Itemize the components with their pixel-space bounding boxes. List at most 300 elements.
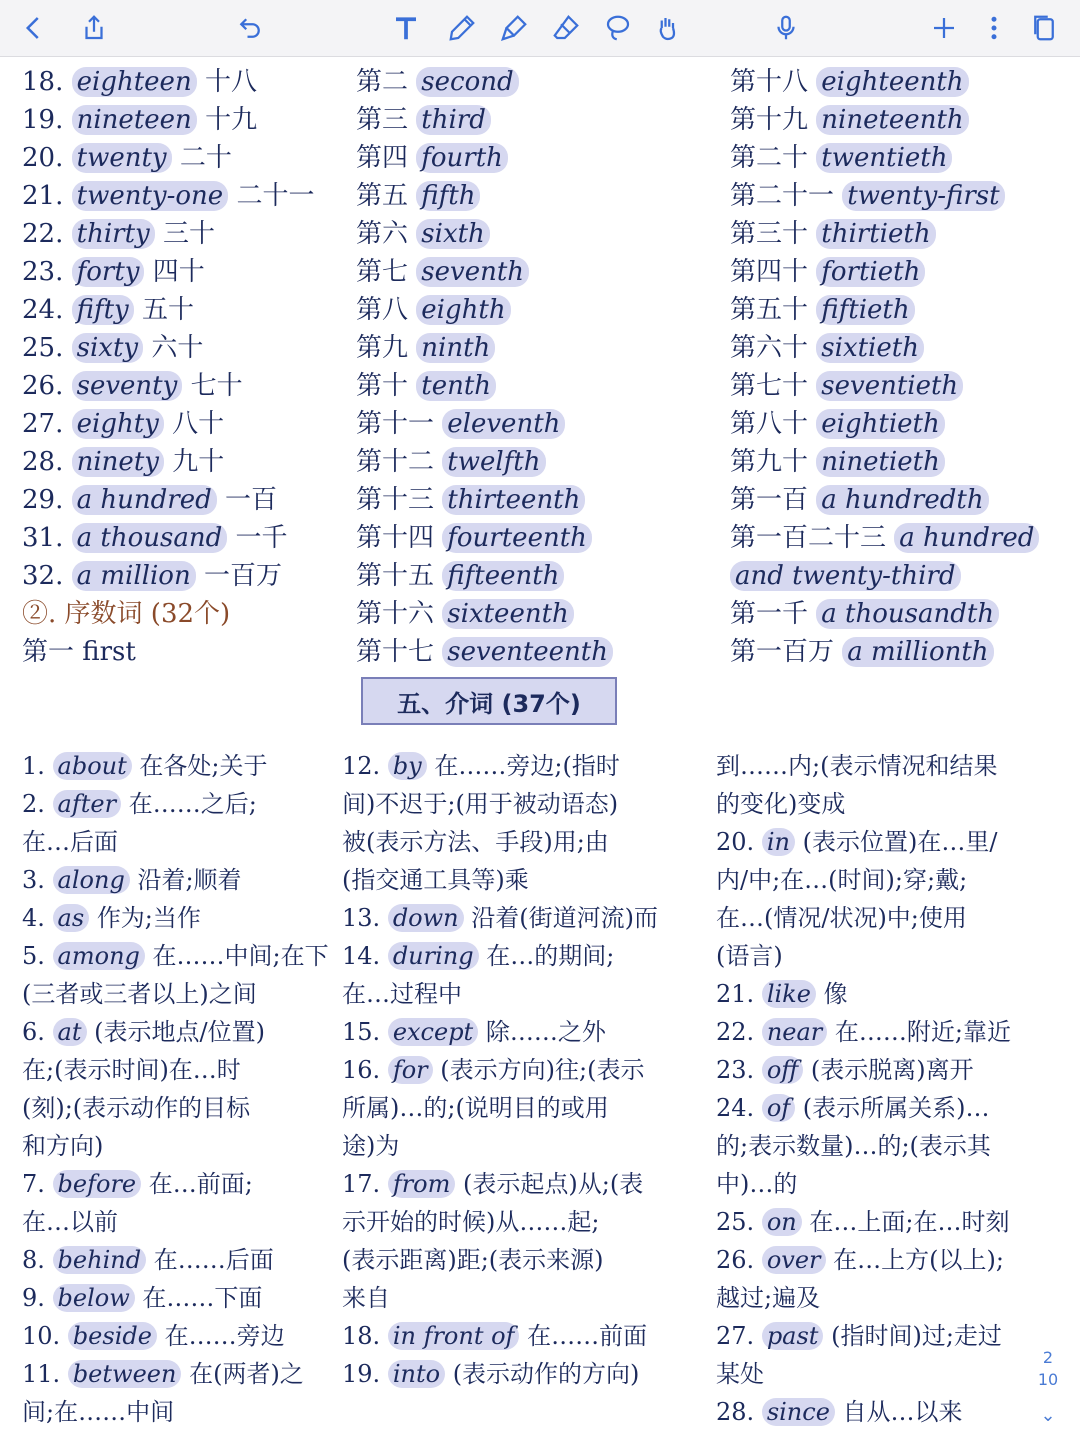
item-number: 28.: [22, 447, 64, 477]
item-chinese: 第四十: [730, 257, 809, 287]
list-item: [356, 367, 613, 405]
item-chinese: 间;在……中间: [22, 1398, 175, 1426]
item-english: fourteenth: [442, 523, 592, 553]
item-chinese: 第二十一: [730, 181, 835, 211]
item-chinese: 二十一: [236, 181, 315, 211]
item-english: for: [388, 1056, 433, 1084]
item-chinese: 第二十: [730, 143, 809, 173]
item-english: fiftieth: [816, 295, 914, 325]
item-number: 23.: [716, 1056, 755, 1084]
list-item: [342, 1317, 714, 1355]
more-icon[interactable]: [974, 8, 1014, 48]
item-number: 3.: [22, 866, 45, 894]
pages-icon[interactable]: [1024, 8, 1064, 48]
item-chinese: 内/中;在…(时间);穿;戴;: [716, 866, 968, 894]
item-chinese: 在……下面: [142, 1284, 263, 1312]
item-number: 27.: [22, 409, 64, 439]
list-item: [730, 557, 1039, 595]
item-number: 2.: [22, 790, 45, 818]
list-item: [356, 329, 613, 367]
list-item: [22, 1279, 342, 1317]
item-english: fourth: [416, 143, 508, 173]
list-item: [356, 253, 613, 291]
item-english: a hundred: [894, 523, 1039, 553]
list-item: [730, 291, 1039, 329]
item-chinese: 作为;当作: [96, 904, 201, 932]
list-item: [342, 1165, 714, 1203]
list-item: [342, 937, 714, 975]
list-item: [342, 1355, 714, 1393]
item-number: 7.: [22, 1170, 45, 1198]
add-icon[interactable]: [924, 8, 964, 48]
list-item: [716, 1279, 1076, 1317]
list-item: [22, 101, 314, 139]
list-item: [356, 291, 613, 329]
item-chinese: 四十: [152, 257, 205, 287]
list-item: [716, 861, 1076, 899]
list-item: [356, 405, 613, 443]
item-chinese: (表示脱离)离开: [810, 1056, 974, 1084]
item-chinese: 三十: [162, 219, 215, 249]
item-english: near: [762, 1018, 827, 1046]
item-chinese: (三者或三者以上)之间: [22, 980, 257, 1008]
item-chinese: 在…(情况/状况)中;使用: [716, 904, 967, 932]
list-item: [730, 405, 1039, 443]
item-chinese: (刻);(表示动作的目标: [22, 1094, 251, 1122]
list-item: [730, 329, 1039, 367]
item-chinese: 在…后面: [22, 828, 118, 856]
list-item: [356, 177, 613, 215]
item-english: below: [53, 1284, 135, 1312]
item-chinese: (语言): [716, 942, 783, 970]
list-item: [22, 899, 342, 937]
item-english: thirty: [72, 219, 155, 249]
item-chinese: 一千: [235, 523, 288, 553]
list-item: [716, 785, 1076, 823]
list-item: [716, 1355, 1076, 1393]
item-number: 24.: [716, 1094, 755, 1122]
item-number: 20.: [22, 143, 64, 173]
item-number: 32.: [22, 561, 64, 591]
list-item: [730, 481, 1039, 519]
item-number: 23.: [22, 257, 64, 287]
item-number: 24.: [22, 295, 64, 325]
list-item: [22, 1165, 342, 1203]
share-icon[interactable]: [74, 8, 114, 48]
page-current: 2: [1042, 1348, 1054, 1367]
list-item: [356, 633, 613, 671]
item-english: beside: [68, 1322, 157, 1350]
list-item: [22, 1051, 342, 1089]
list-item: [22, 1317, 342, 1355]
item-chinese: 七十: [190, 371, 243, 401]
first-ordinal-en: first: [82, 637, 136, 667]
list-item: [22, 367, 314, 405]
item-english: about: [53, 752, 132, 780]
hand-icon[interactable]: [648, 8, 688, 48]
item-number: 6.: [22, 1018, 45, 1046]
highlighter-icon[interactable]: [494, 8, 534, 48]
item-chinese: 在……后面: [153, 1246, 274, 1274]
first-ordinal: [22, 633, 230, 671]
item-english: since: [762, 1398, 835, 1426]
item-chinese: 第二: [356, 67, 409, 97]
prepositions-column-2: [342, 747, 714, 1393]
item-english: a hundredth: [816, 485, 988, 515]
item-english: during: [388, 942, 479, 970]
item-chinese: 在各处;关于: [139, 752, 268, 780]
item-english: twelfth: [442, 447, 545, 477]
item-chinese: 第七: [356, 257, 409, 287]
item-chinese: (表示起点)从;(表: [463, 1170, 644, 1198]
page-total: 10: [1037, 1370, 1059, 1389]
item-english: after: [53, 790, 122, 818]
item-number: 26.: [22, 371, 64, 401]
item-number: 22.: [22, 219, 64, 249]
item-number: 22.: [716, 1018, 755, 1046]
item-chinese: (表示地点/位置): [94, 1018, 265, 1046]
item-chinese: 的;表示数量)…的;(表示其: [716, 1132, 991, 1160]
item-chinese: 在…的期间;: [486, 942, 615, 970]
microphone-icon[interactable]: [766, 8, 806, 48]
list-item: [22, 975, 342, 1013]
page-indicator[interactable]: [1030, 1347, 1066, 1427]
item-number: 29.: [22, 485, 64, 515]
list-item: [22, 1241, 342, 1279]
item-number: 17.: [342, 1170, 381, 1198]
item-english: a million: [72, 561, 196, 591]
item-english: before: [53, 1170, 142, 1198]
list-item: [716, 1051, 1076, 1089]
item-number: 25.: [22, 333, 64, 363]
pen-icon[interactable]: [442, 8, 482, 48]
list-item: [22, 405, 314, 443]
item-chinese: 一百万: [203, 561, 282, 591]
item-chinese: 途)为: [342, 1132, 400, 1160]
lasso-icon[interactable]: [598, 8, 638, 48]
item-number: 5.: [22, 942, 45, 970]
item-number: 1.: [22, 752, 45, 780]
list-item: [730, 633, 1039, 671]
item-chinese: 和方向): [22, 1132, 104, 1160]
list-item: [342, 899, 714, 937]
item-english: seventh: [416, 257, 529, 287]
item-number: 13.: [342, 904, 381, 932]
list-item: [22, 215, 314, 253]
list-item: [342, 1279, 714, 1317]
list-item: [730, 177, 1039, 215]
item-chinese: 第一百万: [730, 637, 835, 667]
ordinal-column-3: [730, 63, 1039, 671]
item-english: ninth: [416, 333, 495, 363]
item-chinese: 越过;遍及: [716, 1284, 821, 1312]
item-english: eighty: [72, 409, 164, 439]
item-number: 21.: [22, 181, 64, 211]
item-chinese: 第四: [356, 143, 409, 173]
item-number: 27.: [716, 1322, 755, 1350]
list-item: [730, 101, 1039, 139]
item-english: over: [762, 1246, 826, 1274]
item-chinese: 在…上面;在…时刻: [809, 1208, 1010, 1236]
list-item: [716, 747, 1076, 785]
item-english: past: [762, 1322, 824, 1350]
item-number: 10.: [22, 1322, 61, 1350]
list-item: [22, 329, 314, 367]
item-chinese: 在…过程中: [342, 980, 462, 1008]
list-item: [730, 367, 1039, 405]
item-english: eighteen: [72, 67, 197, 97]
list-item: [342, 1241, 714, 1279]
item-english: eleventh: [442, 409, 565, 439]
list-item: [22, 747, 342, 785]
item-number: 9.: [22, 1284, 45, 1312]
item-chinese: 二十: [179, 143, 232, 173]
list-item: [22, 291, 314, 329]
item-chinese: 第八: [356, 295, 409, 325]
list-item: [730, 215, 1039, 253]
item-chinese: 在…以前: [22, 1208, 118, 1236]
list-item: [356, 139, 613, 177]
item-chinese: 在…上方(以上);: [833, 1246, 1004, 1274]
item-number: 14.: [342, 942, 381, 970]
item-chinese: 的变化)变成: [716, 790, 846, 818]
list-item: [716, 937, 1076, 975]
item-chinese: 被(表示方法、手段)用;由: [342, 828, 609, 856]
item-english: twentieth: [816, 143, 952, 173]
list-item: [342, 861, 714, 899]
item-english: into: [388, 1360, 445, 1388]
item-english: sixty: [72, 333, 143, 363]
item-chinese: 所属)…的;(说明目的或用: [342, 1094, 609, 1122]
ordinal-heading-block: [22, 595, 230, 671]
item-chinese: (指时间)过;走过: [831, 1322, 1002, 1350]
list-item: [716, 899, 1076, 937]
item-chinese: 第三: [356, 105, 409, 135]
item-english: eighteenth: [816, 67, 968, 97]
item-english: on: [762, 1208, 802, 1236]
item-number: 20.: [716, 828, 755, 856]
item-english: a millionth: [842, 637, 993, 667]
item-english: down: [388, 904, 464, 932]
list-item: [342, 1051, 714, 1089]
prepositions-column-1: [22, 747, 342, 1431]
item-chinese: 第十三: [356, 485, 435, 515]
list-item: [730, 519, 1039, 557]
item-chinese: 五十: [142, 295, 195, 325]
item-number: 28.: [716, 1398, 755, 1426]
item-number: 19.: [342, 1360, 381, 1388]
item-chinese: 在……旁边;(指时: [434, 752, 620, 780]
item-english: thirteenth: [442, 485, 585, 515]
list-item: [22, 557, 314, 595]
item-english: fifteenth: [442, 561, 564, 591]
chevron-down-icon[interactable]: ⌄: [1040, 1405, 1056, 1426]
list-item: [716, 823, 1076, 861]
item-chinese: 第八十: [730, 409, 809, 439]
item-chinese: 在……前面: [527, 1322, 648, 1350]
list-item: [716, 1089, 1076, 1127]
list-item: [716, 1393, 1076, 1431]
list-item: [342, 747, 714, 785]
item-chinese: 第九十: [730, 447, 809, 477]
item-english: fortieth: [816, 257, 925, 287]
item-chinese: 第一千: [730, 599, 809, 629]
list-item: [22, 823, 342, 861]
item-number: 25.: [716, 1208, 755, 1236]
item-chinese: 第十七: [356, 637, 435, 667]
item-english: eighth: [416, 295, 510, 325]
list-item: [22, 481, 314, 519]
item-english: a hundred: [72, 485, 217, 515]
list-item: [716, 1165, 1076, 1203]
list-item: [342, 1013, 714, 1051]
list-item: [356, 557, 613, 595]
item-english: a thousandth: [816, 599, 999, 629]
item-english: twenty: [72, 143, 172, 173]
item-chinese: 第十一: [356, 409, 435, 439]
item-chinese: 第十: [356, 371, 409, 401]
list-item: [342, 1203, 714, 1241]
list-item: [716, 1241, 1076, 1279]
list-item: [22, 63, 314, 101]
list-item: [730, 595, 1039, 633]
list-item: [22, 1089, 342, 1127]
item-chinese: 八十: [172, 409, 225, 439]
list-item: [22, 177, 314, 215]
item-chinese: 自从…以来: [842, 1398, 963, 1426]
eraser-icon[interactable]: [546, 8, 586, 48]
list-item: [22, 785, 342, 823]
item-number: 4.: [22, 904, 45, 932]
item-chinese: 第六: [356, 219, 409, 249]
item-english: sixteenth: [442, 599, 573, 629]
list-item: [356, 63, 613, 101]
item-english: nineteen: [72, 105, 197, 135]
item-chinese: 第十六: [356, 599, 435, 629]
item-english: ninetieth: [816, 447, 945, 477]
toolbar: [0, 0, 1080, 57]
item-english: nineteenth: [816, 105, 968, 135]
item-english: between: [68, 1360, 182, 1388]
list-item: [730, 253, 1039, 291]
item-chinese: 第六十: [730, 333, 809, 363]
item-number: 26.: [716, 1246, 755, 1274]
item-chinese: 在……中间;在下: [152, 942, 329, 970]
item-number: 31.: [22, 523, 64, 553]
item-chinese: 十九: [205, 105, 258, 135]
cardinal-numbers-column: [22, 63, 314, 595]
note-page[interactable]: [0, 57, 1080, 1440]
item-chinese: 第九: [356, 333, 409, 363]
list-item: [716, 975, 1076, 1013]
item-english: third: [416, 105, 491, 135]
item-english: sixth: [416, 219, 490, 249]
item-chinese: (表示位置)在…里/: [802, 828, 998, 856]
text-tool-icon[interactable]: [386, 8, 426, 48]
list-item: [716, 1317, 1076, 1355]
item-number: 18.: [342, 1322, 381, 1350]
list-item: [22, 253, 314, 291]
list-item: [22, 937, 342, 975]
item-english: tenth: [416, 371, 496, 401]
item-english: in front of: [388, 1322, 520, 1350]
list-item: [730, 443, 1039, 481]
list-item: [730, 139, 1039, 177]
item-chinese: 第一百二十三: [730, 523, 887, 553]
list-item: [356, 443, 613, 481]
list-item: [356, 519, 613, 557]
item-english: eightieth: [816, 409, 944, 439]
list-item: [22, 861, 342, 899]
item-chinese: 某处: [716, 1360, 764, 1388]
list-item: [356, 101, 613, 139]
list-item: [22, 139, 314, 177]
item-number: 15.: [342, 1018, 381, 1046]
item-chinese: 第十二: [356, 447, 435, 477]
item-english: along: [53, 866, 130, 894]
item-english: thirtieth: [816, 219, 935, 249]
list-item: [716, 1203, 1076, 1241]
item-chinese: (表示所属关系)…: [802, 1094, 990, 1122]
list-item: [22, 1393, 342, 1431]
item-chinese: (表示方向)往;(表示: [440, 1056, 645, 1084]
item-chinese: 来自: [342, 1284, 390, 1312]
list-item: [716, 1127, 1076, 1165]
list-item: [22, 1355, 342, 1393]
list-item: [356, 215, 613, 253]
item-number: 11.: [22, 1360, 61, 1388]
item-english: second: [416, 67, 518, 97]
first-ordinal-cn: 第一: [22, 637, 75, 667]
item-chinese: 沿着(街道河流)而: [471, 904, 658, 932]
item-chinese: 示开始的时候)从……起;: [342, 1208, 600, 1236]
back-icon[interactable]: [14, 8, 54, 48]
item-chinese: 在…前面;: [148, 1170, 253, 1198]
prepositions-column-3: [716, 747, 1076, 1431]
item-english: except: [388, 1018, 478, 1046]
item-chinese: 像: [823, 980, 848, 1008]
item-english: like: [762, 980, 816, 1008]
item-number: 19.: [22, 105, 64, 135]
item-chinese: 在……之后;: [128, 790, 257, 818]
item-english: by: [388, 752, 427, 780]
item-chinese: (表示距离)距;(表示来源): [342, 1246, 604, 1274]
item-english: as: [53, 904, 90, 932]
item-english: forty: [72, 257, 145, 287]
item-chinese: 沿着;顺着: [137, 866, 242, 894]
list-item: [22, 443, 314, 481]
undo-icon[interactable]: [230, 8, 270, 48]
item-chinese: 到……内;(表示情况和结果: [716, 752, 998, 780]
item-english: seventieth: [816, 371, 963, 401]
list-item: [342, 1089, 714, 1127]
item-chinese: 十八: [204, 67, 257, 97]
list-item: [342, 785, 714, 823]
item-english: a thousand: [72, 523, 228, 553]
item-chinese: 在(两者)之: [189, 1360, 304, 1388]
item-english: seventeenth: [442, 637, 613, 667]
item-chinese: 在;(表示时间)在…时: [22, 1056, 241, 1084]
list-item: [356, 481, 613, 519]
item-english: off: [762, 1056, 803, 1084]
item-english: sixtieth: [816, 333, 924, 363]
item-chinese: 第三十: [730, 219, 809, 249]
item-chinese: 在……旁边: [164, 1322, 285, 1350]
item-chinese: 第十五: [356, 561, 435, 591]
item-chinese: 第十九: [730, 105, 809, 135]
list-item: [342, 823, 714, 861]
item-number: 8.: [22, 1246, 45, 1274]
